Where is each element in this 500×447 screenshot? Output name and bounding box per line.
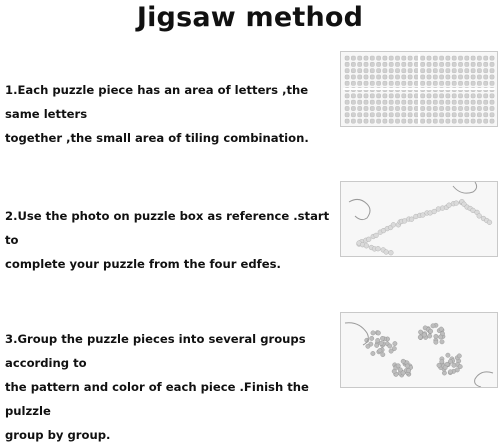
step-2-line-1: 2.Use the photo on puzzle box as reference .start to — [5, 209, 330, 247]
puzzle-grid-illustration — [340, 51, 498, 127]
step-3-line-2: the pattern and color of each piece .Finish the pulzzle — [5, 380, 309, 418]
step-1-text — [5, 78, 335, 150]
page-title: Jigsaw method — [136, 2, 364, 33]
puzzle-grouping-image — [341, 313, 497, 387]
step-3-text — [5, 327, 335, 447]
step-3-line-3: group by group. — [5, 428, 111, 442]
puzzle-edge-illustration — [340, 181, 498, 257]
puzzle-edge-image — [341, 182, 497, 256]
puzzle-grouping-illustration — [340, 312, 498, 388]
step-1-line-2: together ,the small area of tiling combination. — [5, 131, 309, 145]
puzzle-grid-image — [341, 52, 497, 126]
step-2-text — [5, 204, 335, 276]
step-2-line-2: complete your puzzle from the four edfes. — [5, 257, 281, 271]
step-1-line-1: 1.Each puzzle piece has an area of letters ,the same letters — [5, 83, 309, 121]
step-3-line-1: 3.Group the puzzle pieces into several groups according to — [5, 332, 306, 370]
